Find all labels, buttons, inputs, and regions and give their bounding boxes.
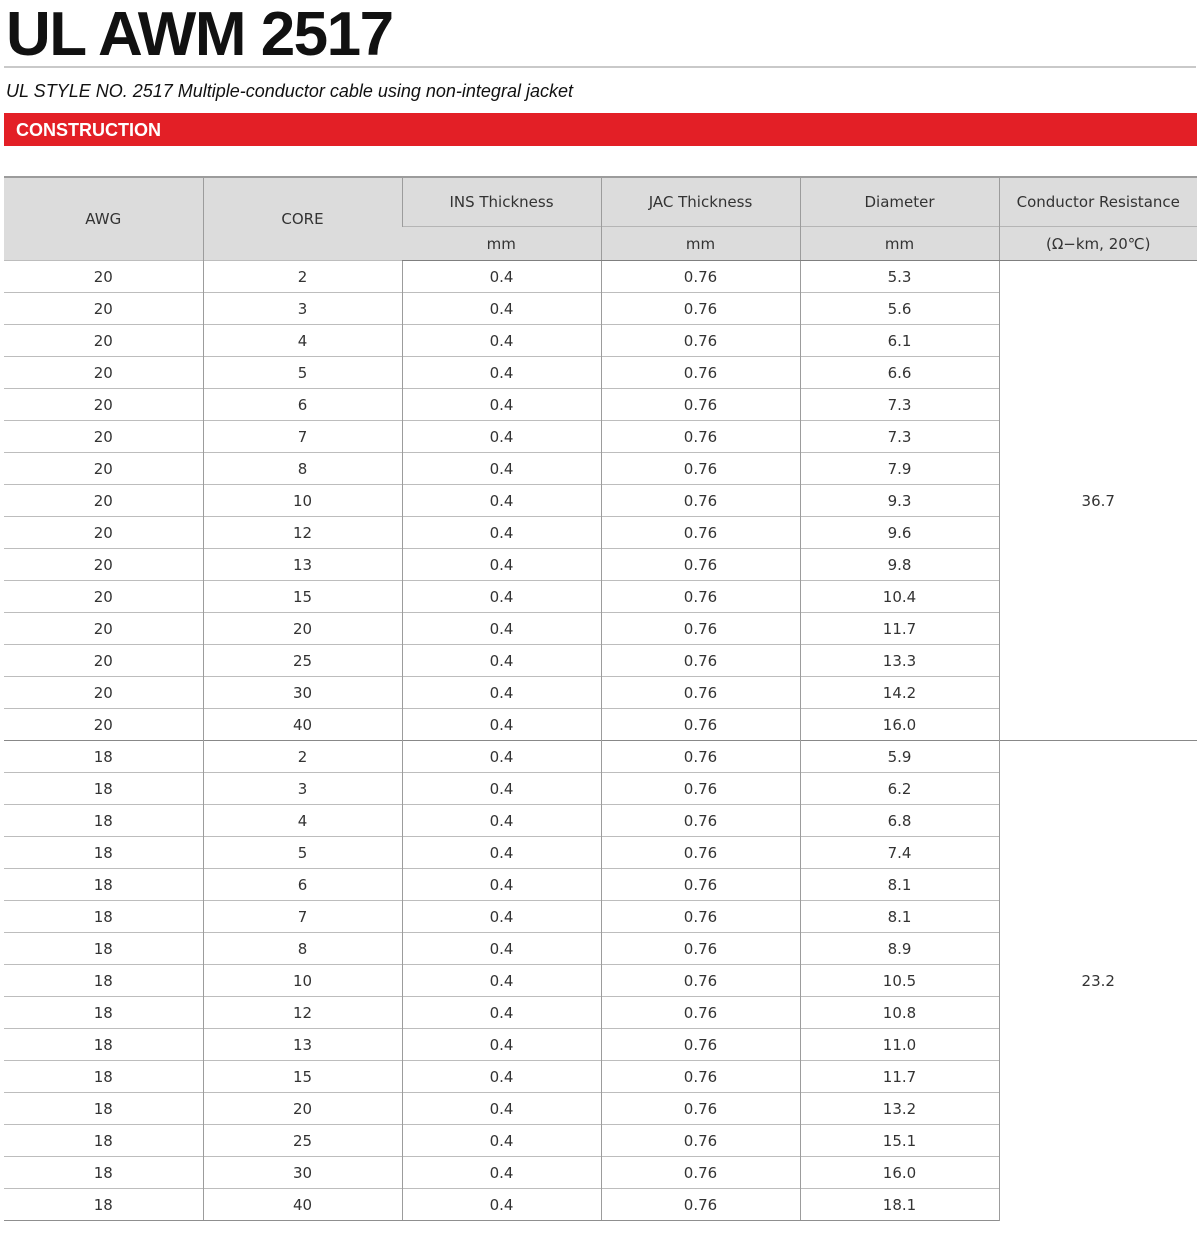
cell-core: 12: [203, 997, 402, 1029]
cell-diameter: 5.9: [800, 741, 999, 773]
cell-ins: 0.4: [402, 645, 601, 677]
cell-ins: 0.4: [402, 1061, 601, 1093]
cell-jac: 0.76: [601, 677, 800, 709]
unit-diameter: mm: [800, 227, 999, 261]
cell-core: 4: [203, 805, 402, 837]
table-body: [4, 261, 1197, 1221]
cell-awg: 20: [4, 293, 203, 325]
cell-ins: 0.4: [402, 357, 601, 389]
cell-jac: 0.76: [601, 549, 800, 581]
cell-diameter: 9.6: [800, 517, 999, 549]
cell-diameter: 18.1: [800, 1189, 999, 1221]
page-subtitle: UL STYLE NO. 2517 Multiple-conductor cable using non-integral jacket: [6, 81, 573, 101]
cell-core: 8: [203, 933, 402, 965]
cell-core: 3: [203, 773, 402, 805]
cell-ins: 0.4: [402, 1029, 601, 1061]
cell-ins: 0.4: [402, 869, 601, 901]
cell-awg: 20: [4, 581, 203, 613]
cell-core: 8: [203, 453, 402, 485]
cell-diameter: 11.0: [800, 1029, 999, 1061]
cell-awg: 18: [4, 997, 203, 1029]
cell-awg: 18: [4, 773, 203, 805]
cell-ins: 0.4: [402, 517, 601, 549]
cell-core: 25: [203, 645, 402, 677]
cell-diameter: 11.7: [800, 613, 999, 645]
cell-core: 20: [203, 613, 402, 645]
cell-ins: 0.4: [402, 485, 601, 517]
cell-jac: 0.76: [601, 581, 800, 613]
cell-ins: 0.4: [402, 613, 601, 645]
cell-core: 4: [203, 325, 402, 357]
unit-jac-thickness: mm: [601, 227, 800, 261]
cell-diameter: 10.5: [800, 965, 999, 997]
cell-core: 13: [203, 1029, 402, 1061]
cell-core: 5: [203, 837, 402, 869]
cell-core: 2: [203, 261, 402, 293]
cell-jac: 0.76: [601, 293, 800, 325]
cell-diameter: 7.4: [800, 837, 999, 869]
cell-diameter: 6.8: [800, 805, 999, 837]
cell-jac: 0.76: [601, 421, 800, 453]
cell-ins: 0.4: [402, 741, 601, 773]
cell-diameter: 5.3: [800, 261, 999, 293]
cell-diameter: 7.9: [800, 453, 999, 485]
cell-ins: 0.4: [402, 293, 601, 325]
cell-core: 30: [203, 1157, 402, 1189]
cell-jac: 0.76: [601, 1189, 800, 1221]
cell-diameter: 9.8: [800, 549, 999, 581]
column-header-conductor-resistance: Conductor Resistance: [999, 177, 1197, 227]
cell-core: 40: [203, 1189, 402, 1221]
cell-ins: 0.4: [402, 997, 601, 1029]
cell-awg: 20: [4, 421, 203, 453]
column-header-jac-thickness: JAC Thickness: [601, 177, 800, 227]
cell-diameter: 9.3: [800, 485, 999, 517]
cell-core: 6: [203, 869, 402, 901]
cell-core: 5: [203, 357, 402, 389]
cell-jac: 0.76: [601, 325, 800, 357]
cell-core: 30: [203, 677, 402, 709]
cell-jac: 0.76: [601, 1125, 800, 1157]
cell-awg: 20: [4, 357, 203, 389]
cell-ins: 0.4: [402, 677, 601, 709]
cell-diameter: 6.2: [800, 773, 999, 805]
unit-conductor-resistance: (Ω−km, 20℃): [999, 227, 1197, 261]
cell-jac: 0.76: [601, 773, 800, 805]
cell-awg: 18: [4, 1157, 203, 1189]
cell-awg: 18: [4, 933, 203, 965]
table-header: [4, 177, 1197, 261]
header-row: [4, 177, 1197, 227]
cell-diameter: 16.0: [800, 1157, 999, 1189]
cell-awg: 20: [4, 613, 203, 645]
cell-diameter: 14.2: [800, 677, 999, 709]
cell-diameter: 8.1: [800, 869, 999, 901]
cell-core: 7: [203, 421, 402, 453]
cell-jac: 0.76: [601, 997, 800, 1029]
cell-awg: 18: [4, 741, 203, 773]
cell-jac: 0.76: [601, 1157, 800, 1189]
cell-jac: 0.76: [601, 1093, 800, 1125]
cell-awg: 20: [4, 549, 203, 581]
cell-core: 7: [203, 901, 402, 933]
cell-awg: 18: [4, 1093, 203, 1125]
cell-jac: 0.76: [601, 709, 800, 741]
cell-jac: 0.76: [601, 517, 800, 549]
cell-ins: 0.4: [402, 1093, 601, 1125]
cell-core: 2: [203, 741, 402, 773]
cell-ins: 0.4: [402, 1189, 601, 1221]
cell-jac: 0.76: [601, 453, 800, 485]
cell-ins: 0.4: [402, 837, 601, 869]
cell-core: 15: [203, 581, 402, 613]
cell-awg: 20: [4, 645, 203, 677]
section-header-bar: [4, 113, 1197, 146]
cell-jac: 0.76: [601, 869, 800, 901]
cell-awg: 20: [4, 677, 203, 709]
cell-awg: 20: [4, 709, 203, 741]
unit-ins-thickness: mm: [402, 227, 601, 261]
cell-core: 25: [203, 1125, 402, 1157]
cell-awg: 20: [4, 325, 203, 357]
cell-diameter: 5.6: [800, 293, 999, 325]
cell-awg: 20: [4, 261, 203, 293]
cell-core: 12: [203, 517, 402, 549]
cell-core: 3: [203, 293, 402, 325]
cell-diameter: 7.3: [800, 389, 999, 421]
cell-awg: 20: [4, 389, 203, 421]
cell-ins: 0.4: [402, 261, 601, 293]
cell-jac: 0.76: [601, 261, 800, 293]
cell-ins: 0.4: [402, 325, 601, 357]
cell-ins: 0.4: [402, 389, 601, 421]
cell-jac: 0.76: [601, 485, 800, 517]
cell-jac: 0.76: [601, 645, 800, 677]
cell-core: 6: [203, 389, 402, 421]
construction-table: [4, 176, 1197, 1221]
cell-awg: 18: [4, 1189, 203, 1221]
cell-core: 40: [203, 709, 402, 741]
cell-awg: 18: [4, 965, 203, 997]
cell-ins: 0.4: [402, 709, 601, 741]
cell-ins: 0.4: [402, 581, 601, 613]
cell-ins: 0.4: [402, 1125, 601, 1157]
cell-awg: 18: [4, 805, 203, 837]
cell-jac: 0.76: [601, 965, 800, 997]
cell-jac: 0.76: [601, 933, 800, 965]
column-header-diameter: Diameter: [800, 177, 999, 227]
cell-jac: 0.76: [601, 357, 800, 389]
cell-diameter: 6.1: [800, 325, 999, 357]
page-title: UL AWM 2517: [6, 0, 393, 69]
cell-ins: 0.4: [402, 805, 601, 837]
cell-diameter: 8.9: [800, 933, 999, 965]
cell-diameter: 8.1: [800, 901, 999, 933]
column-header-core: CORE: [203, 177, 402, 261]
cell-conductor-resistance: 23.2: [999, 741, 1197, 1221]
cell-ins: 0.4: [402, 933, 601, 965]
cell-awg: 20: [4, 485, 203, 517]
cell-jac: 0.76: [601, 805, 800, 837]
cell-jac: 0.76: [601, 613, 800, 645]
cell-core: 15: [203, 1061, 402, 1093]
cell-diameter: 13.3: [800, 645, 999, 677]
cell-jac: 0.76: [601, 1029, 800, 1061]
cell-jac: 0.76: [601, 1061, 800, 1093]
cell-diameter: 13.2: [800, 1093, 999, 1125]
column-header-ins-thickness: INS Thickness: [402, 177, 601, 227]
cell-ins: 0.4: [402, 901, 601, 933]
cell-ins: 0.4: [402, 421, 601, 453]
cell-core: 20: [203, 1093, 402, 1125]
column-header-awg: AWG: [4, 177, 203, 261]
cell-jac: 0.76: [601, 837, 800, 869]
cell-awg: 20: [4, 453, 203, 485]
cell-core: 10: [203, 485, 402, 517]
cell-ins: 0.4: [402, 453, 601, 485]
cell-jac: 0.76: [601, 389, 800, 421]
table-row: [4, 261, 1197, 293]
cell-ins: 0.4: [402, 549, 601, 581]
cell-ins: 0.4: [402, 965, 601, 997]
cell-awg: 18: [4, 1125, 203, 1157]
cell-ins: 0.4: [402, 773, 601, 805]
cell-diameter: 10.4: [800, 581, 999, 613]
cell-awg: 18: [4, 1029, 203, 1061]
cell-ins: 0.4: [402, 1157, 601, 1189]
cell-core: 10: [203, 965, 402, 997]
section-title: CONSTRUCTION: [16, 120, 161, 140]
cell-conductor-resistance: 36.7: [999, 261, 1197, 741]
cell-diameter: 6.6: [800, 357, 999, 389]
cell-jac: 0.76: [601, 741, 800, 773]
cell-core: 13: [203, 549, 402, 581]
cell-awg: 18: [4, 837, 203, 869]
cell-diameter: 11.7: [800, 1061, 999, 1093]
cell-diameter: 10.8: [800, 997, 999, 1029]
cell-diameter: 16.0: [800, 709, 999, 741]
cell-awg: 18: [4, 1061, 203, 1093]
cell-jac: 0.76: [601, 901, 800, 933]
cell-diameter: 15.1: [800, 1125, 999, 1157]
table-row: [4, 741, 1197, 773]
title-divider: [4, 66, 1196, 68]
cell-awg: 18: [4, 901, 203, 933]
cell-diameter: 7.3: [800, 421, 999, 453]
cell-awg: 18: [4, 869, 203, 901]
cell-awg: 20: [4, 517, 203, 549]
